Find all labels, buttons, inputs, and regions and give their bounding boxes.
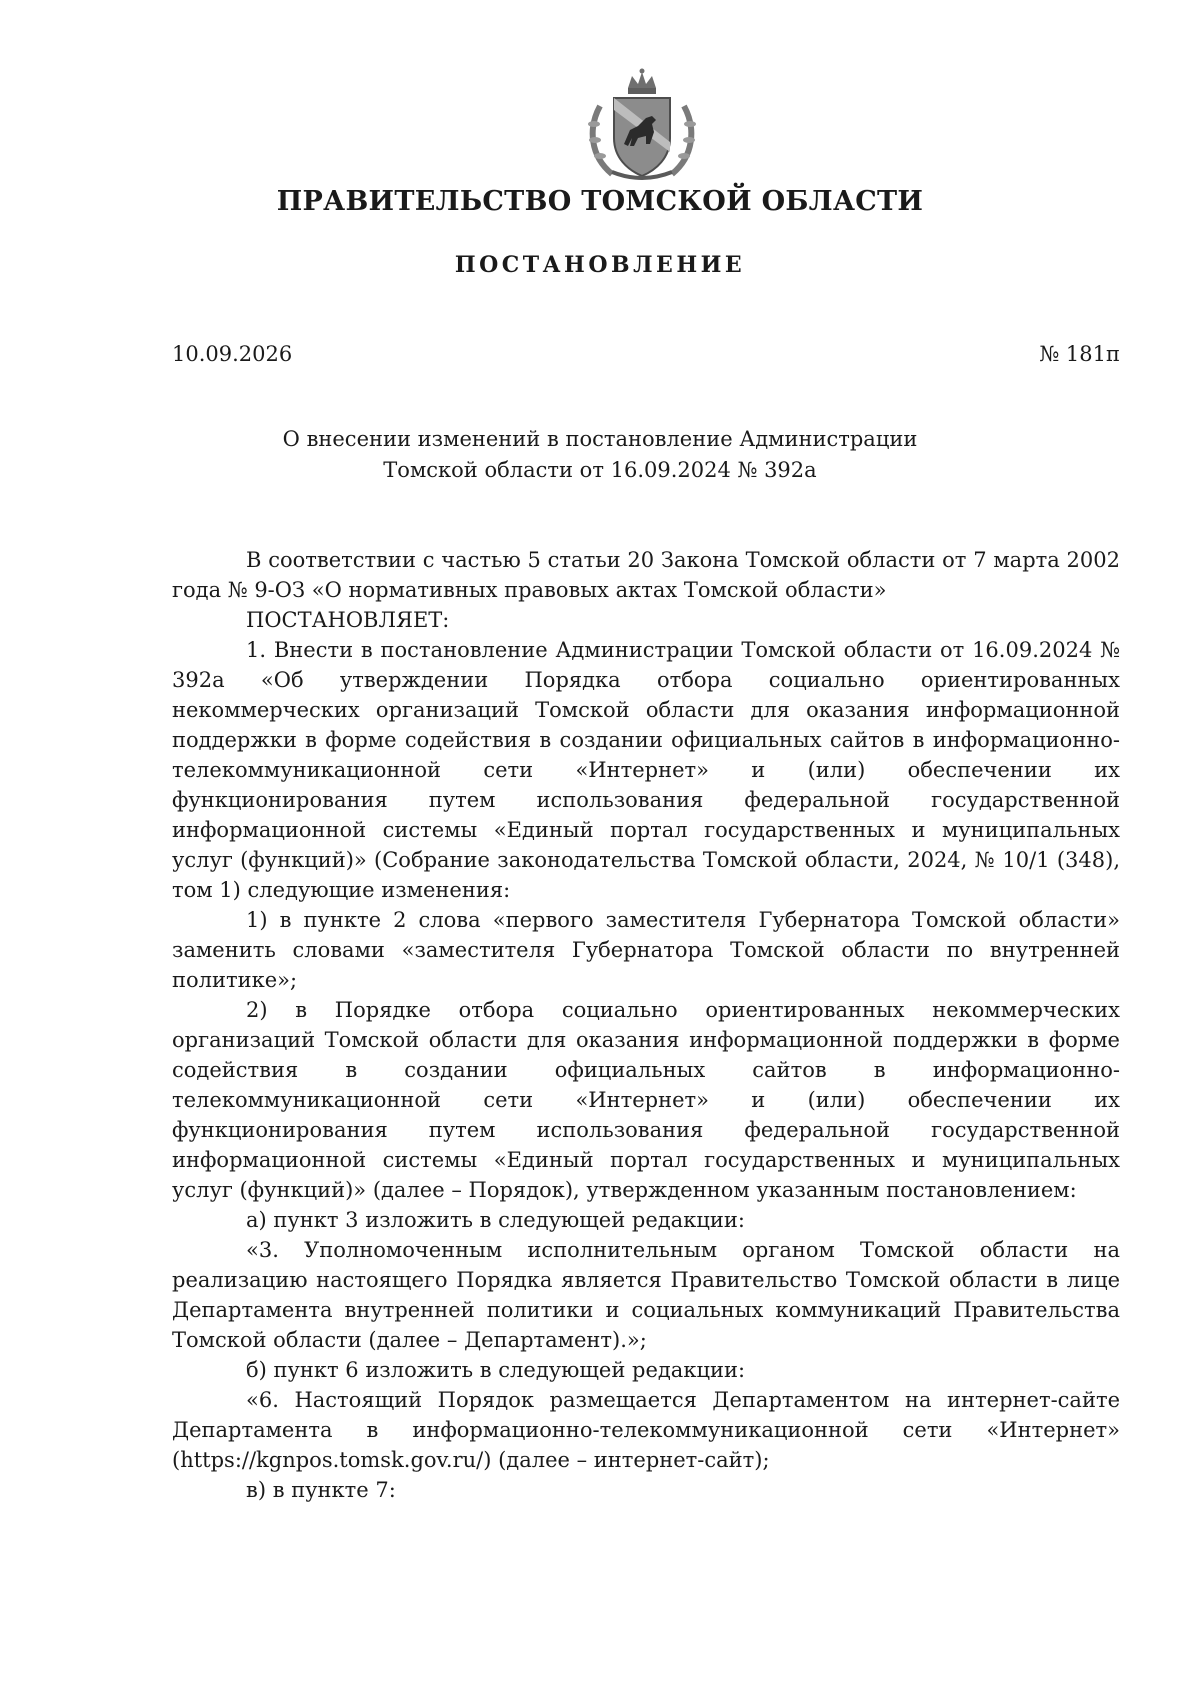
paragraph-subitem-1: 1) в пункте 2 слова «первого заместителя Губернатора Томской области» заменить словами «заместителя Губернатора Томской области по внутренней политике»; bbox=[172, 908, 1120, 992]
paragraph-subitem-2: 2) в Порядке отбора социально ориентированных некоммерческих организаций Томской области для оказания информационной поддержки в форме содействия в создании официальных сайтов в информационно-телекоммуникационной сети «Интернет» и (или) обеспечении их функционирования путем использования федеральной государственной информационной системы «Единый портал государственных и муниципальных услуг (функций)» (далее – Порядок), утвержденном указанным постановлением: bbox=[172, 998, 1120, 1202]
document-type: ПОСТАНОВЛЕНИЕ bbox=[454, 252, 746, 278]
paragraph-quote-6: «6. Настоящий Порядок размещается Департаментом на интернет-сайте Департамента в информационно-телекоммуникационной сети «Интернет» (https://kgnpos.tomsk.gov.ru/) (далее – интернет-сайт); bbox=[172, 1388, 1120, 1472]
document-number: № 181п bbox=[1039, 342, 1120, 366]
document-body bbox=[172, 545, 1120, 1505]
coat-of-arms-icon bbox=[582, 66, 702, 184]
subject-line-1: О внесении изменений в постановление Администрации bbox=[282, 427, 918, 451]
paragraph-subitem-b: б) пункт 6 изложить в следующей редакции: bbox=[246, 1358, 746, 1382]
document-date: 10.09.2026 bbox=[172, 342, 293, 366]
paragraph-resolves: ПОСТАНОВЛЯЕТ: bbox=[246, 608, 450, 632]
paragraph-item-1: 1. Внести в постановление Администрации Томской области от 16.09.2024 № 392а «Об утверждении Порядка отбора социально ориентированных некоммерческих организаций Томской области для оказания информационной поддержки в форме содействия в создании официальных сайтов в информационно-телекоммуникационной сети «Интернет» и (или) обеспечении их функционирования путем использования федеральной государственной информационной системы «Единый портал государственных и муниципальных услуг (функций)» (Собрание законодательства Томской области, 2024, № 10/1 (348), том 1) следующие изменения: bbox=[172, 638, 1120, 902]
document-subject bbox=[0, 424, 1200, 486]
paragraph-subitem-a: а) пункт 3 изложить в следующей редакции: bbox=[246, 1208, 745, 1232]
subject-line-2: Томской области от 16.09.2024 № 392а bbox=[383, 458, 817, 482]
paragraph-subitem-v: в) в пункте 7: bbox=[246, 1478, 396, 1502]
paragraph-preamble: В соответствии с частью 5 статьи 20 Закона Томской области от 7 марта 2002 года № 9-ОЗ «О нормативных правовых актах Томской области» bbox=[172, 548, 1120, 602]
paragraph-quote-3: «3. Уполномоченным исполнительным органом Томской области на реализацию настоящего Порядка является Правительство Томской области в лице Департамента внутренней политики и социальных коммуникаций Правительства Томской области (далее – Департамент).»; bbox=[172, 1238, 1120, 1352]
organization-title: ПРАВИТЕЛЬСТВО ТОМСКОЙ ОБЛАСТИ bbox=[276, 186, 924, 217]
